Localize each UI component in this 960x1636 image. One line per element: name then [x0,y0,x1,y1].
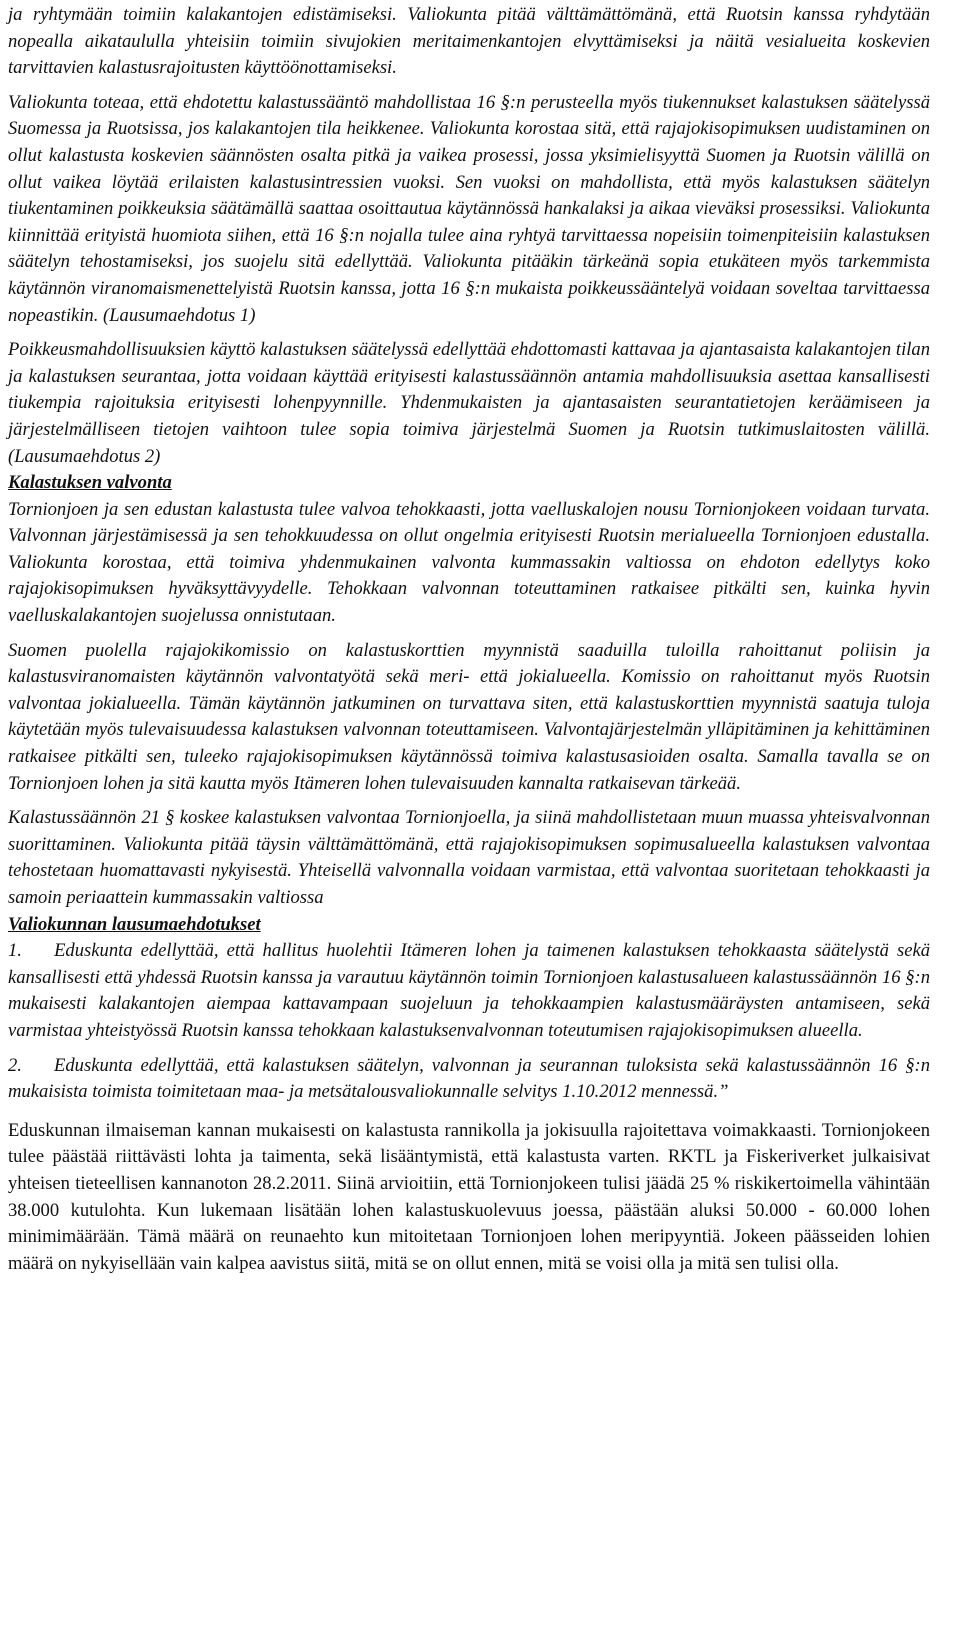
paragraph-monitoring [8,337,930,470]
proposal-item-1 [8,938,930,1044]
proposal-number-1: 1. [8,940,22,962]
paragraph-monitoring-text: Poikkeusmahdollisuuksien käyttö kalastuksen säätelyssä edellyttää ehdottomasti kattavaa ja ajantasaista kalakantojen tilan ja kalastuksen seurantaa, jotta voidaan käyttää erityisesti kalastussäännön antamia mahdollisuuksia asettaa kansallisesti tiukempia rajoituksia erityisesti lohenpyynnille. Yhdenmukaisten ja ajantasaisten seurantatietojen keräämiseen ja järjestelmälliseen tietojen vaihtoon tulee sopia toimiva järjestelmä Suomen ja Ruotsin tutkimuslaitosten välillä. (Lausumaehdotus 2) [8,339,930,467]
paragraph-control-1: Tornionjoen ja sen edustan kalastusta tulee valvoa tehokkaasti, jotta vaelluskalojen nousu Tornionjokeen voidaan turvata. Valvonnan järjestämisessä ja sen tehokkuudessa on ollut ongelmia erityisesti Ruotsin merialueella Tornionjoen edustalla. Valiokunta korostaa, että toimiva yhdenmukainen valvonta kummassakin valtiossa on ehdoton edellytys koko rajajokisopimuksen hyväksyttävyydelle. Tehokkaan valvonnan toteuttaminen ratkaisee pitkälti sen, kuinka hyvin vaelluskalakantojen suojelussa onnistutaan. [8,498,930,627]
paragraph-control-2: Suomen puolella rajajokikomissio on kalastuskorttien myynnistä saaduilla tuloilla rahoittanut poliisin ja kalastusviranomaisten käytännön valvontatyötä sekä meri- että jokialueella. Komissio on rahoittanut myös Ruotsin valvontaa jokialueella. Tämän käytännön jatkuminen on turvattava siten, että kalastuskorttien myynnistä saatuja tuloja käytetään myös tulevaisuudessa kalastuksen valvonnan toteuttamiseen. Valvontajärjestelmän ylläpitäminen ja kehittäminen ratkaisee pitkälti sen, tuleeko rajajokisopimuksen käytännössä toimiva kalastusasioiden osalta. Samalla tavalla se on Tornionjoen lohen ja sitä kautta myös Itämeren lohen tulevaisuuden kannalta ratkaisevan tärkeää. [8,639,930,794]
section-heading-committee-proposals: Valiokunnan lausumaehdotukset [8,913,261,935]
proposal-number-2: 2. [8,1054,22,1076]
proposal-item-2 [8,1053,930,1106]
section-heading-fishing-control: Kalastuksen valvonta [8,472,172,494]
paragraph-regulation-tightening-text: Valiokunta toteaa, että ehdotettu kalastussääntö mahdollistaa 16 §:n perusteella myös tiukennukset kalastuksen säätelyssä Suomessa ja Ruotsissa, jos kalakantojen tila heikkenee. Valiokunta korostaa sitä, että rajajokisopimuksen uudistaminen on ollut kalastusta koskevien säännösten osalta pitkä ja vaikea prosessi, jossa yksimielisyyttä Suomen ja Ruotsin välillä on ollut vaikea löytää erilaisten kalastusintressien vuoksi. Sen vuoksi on mahdollista, että myös kalastuksen säätelyn tiukentaminen poikkeuksia säätämällä saattaa osoittautua käytännössä hankalaksi ja aikaa vieväksi prosessiksi. Valiokunta kiinnittää erityistä huomiota siihen, että 16 §:n nojalla tulee aina ryhtyä tarvittaessa nopeisiin toimenpiteisiin kalastuksen säätelyn tehostamiseksi, jos suojelu sitä edellyttää. Valiokunta pitääkin tärkeänä sopia etukäteen myös tarkemmista käytännön viranomaismenettelyistä Ruotsin kanssa, jotta 16 §:n mukaista poikkeussääntelyä voidaan soveltaa tarvittaessa nopeastikin. (Lausumaehdotus 1) [8,91,930,326]
paragraph-control-3: Kalastussäännön 21 § koskee kalastuksen valvontaa Tornionjoella, ja siinä mahdollistetaan muun muassa yhteisvalvonnan suorittaminen. Valiokunta pitää täysin välttämättömänä, että rajajokisopimuksen sopimusalueella kalastuksen valvontaa tehostetaan huomattavasti nykyisestä. Yhteisellä valvonnalla voidaan varmistaa, että valvontaa suoritetaan tehokkaasti ja samoin periaattein kummassakin valtiossa [8,807,930,908]
paragraph-regulation-tightening [8,90,930,329]
paragraph-closing: Eduskunnan ilmaiseman kannan mukaisesti on kalastusta rannikolla ja jokisuulla rajoitettava voimakkaasti. Tornionjokeen tulee päästää riittävästi lohta ja taimenta, sekä lisääntymistä, että kalastusta varten. RKTL ja Fiskeriverket julkaisivat yhteisen tieteellisen kannanoton 28.2.2011. Siinä arvioitiin, että Tornionjokeen tulisi jäädä 25 % riskikertoimella vähintään 38.000 kutulohta. Kun lukemaan lisätään lohen kalastuskuolevuus joessa, päästään aluksi 50.000 - 60.000 lohen minimimäärään. Tämä määrä on reunaehto kun mitoitetaan Tornionjoen lohen meripyyntiä. Jokeen päässeiden lohien määrä on nykyisellään vain kalpea aavistus siitä, mitä se on ollut ennen, mitä se voisi olla ja mitä sen tulisi olla. [8,1119,930,1274]
proposal-text-1: Eduskunta edellyttää, että hallitus huolehtii Itämeren lohen ja taimenen kalastuksen tehokkaasta säätelystä sekä kansallisesti että yhdessä Ruotsin kanssa ja varautuu käytännön toimin Tornionjoen kalastusalueen kalastussäännön 16 §:n mukaisesti kalakantojen aiempaa kattavampaan suojeluun ja tehokkaampien kalastusmääräysten antamiseen, sekä varmistaa yhteistyössä Ruotsin kanssa tehokkaan kalastuksenvalvonnan toteutumisen rajajokisopimuksen alueella. [8,940,930,1041]
paragraph-intro: ja ryhtymään toimiin kalakantojen edistämiseksi. Valiokunta pitää välttämättömänä, että Ruotsin kanssa ryhdytään nopealla aikataululla yhteisiin toimiin sivujokien meritaimenkantojen elvyttämiseksi ja näitä vesialueita koskevien tarvittavien kalastusrajoitusten käyttöönottamiseksi. [8,4,930,79]
proposal-text-2: Eduskunta edellyttää, että kalastuksen säätelyn, valvonnan ja seurannan tuloksista sekä kalastussäännön 16 §:n mukaisista toimista toimitetaan maa- ja metsätalousvaliokunnalle selvitys 1.10.2012 mennessä.” [8,1054,930,1103]
